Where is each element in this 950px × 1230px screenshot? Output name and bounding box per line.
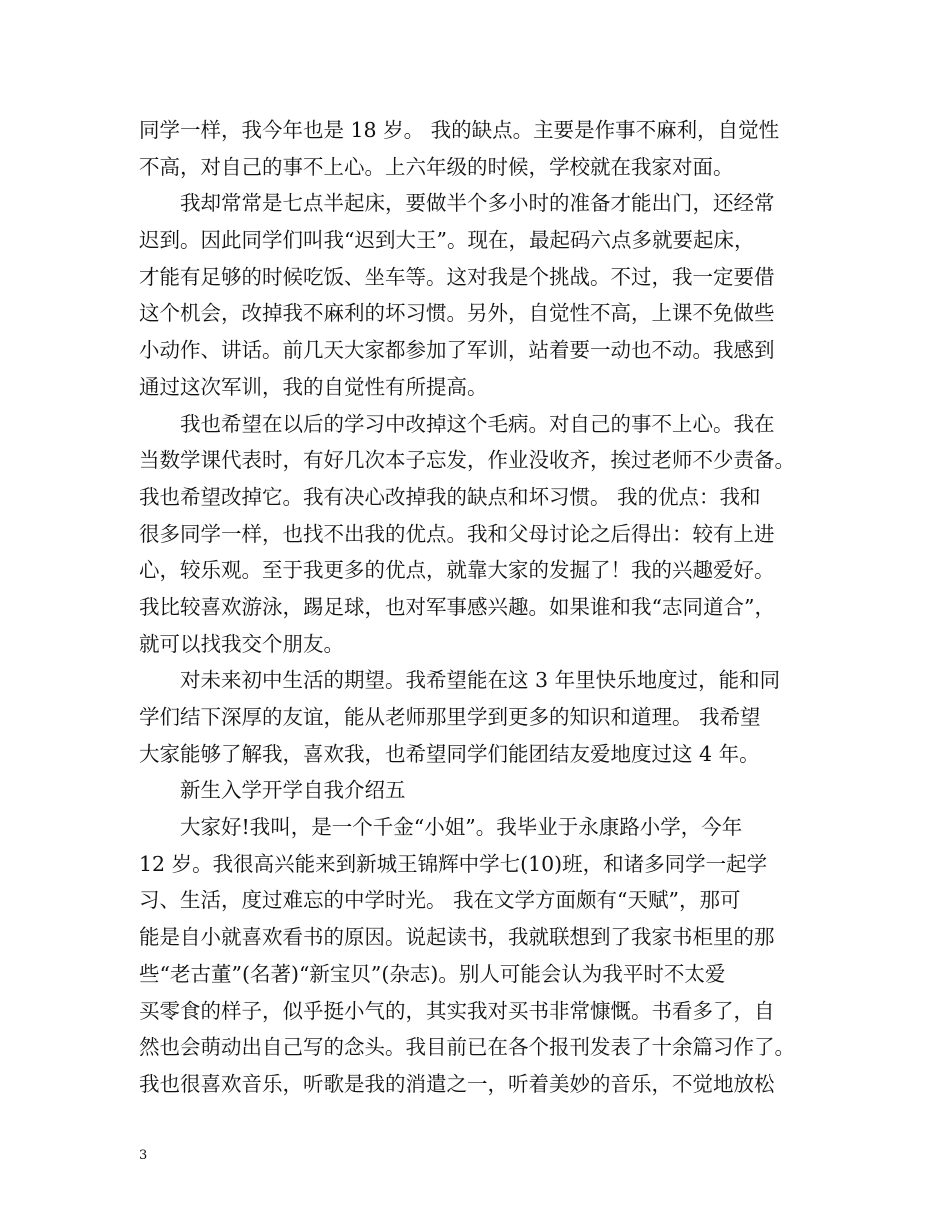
text-line: 我也希望在以后的学习中改掉这个毛病。对自己的事不上心。我在 bbox=[180, 411, 775, 436]
text-line: 就可以找我交个朋友。 bbox=[139, 631, 344, 656]
text-line: 心，较乐观。至于我更多的优点，就靠大家的发掘了！我的兴趣爱好。 bbox=[139, 558, 775, 583]
text-line: 习、生活，度过难忘的中学时光。 我在文学方面颇有“天赋”，那可 bbox=[139, 888, 741, 913]
text-line: 新生入学开学自我介绍五 bbox=[180, 778, 406, 803]
page-number: 3 bbox=[139, 1148, 148, 1163]
text-line: 学们结下深厚的友谊，能从老师那里学到更多的知识和道理。 我希望 bbox=[139, 705, 761, 729]
text-line: 我也很喜欢音乐，听歌是我的消遣之一，听着美妙的音乐，不觉地放松 bbox=[139, 1071, 775, 1096]
text-line: 通过这次军训，我的自觉性有所提高。 bbox=[139, 374, 488, 399]
text-line: 不高，对自己的事不上心。上六年级的时候，学校就在我家对面。 bbox=[139, 154, 734, 179]
body-text bbox=[139, 112, 819, 1103]
text-line: 我却常常是七点半起床，要做半个多小时的准备才能出门，还经常 bbox=[180, 191, 775, 216]
text-line: 小动作、讲话。前几天大家都参加了军训，站着要一动也不动。我感到 bbox=[139, 338, 775, 363]
text-line: 能是自小就喜欢看书的原因。说起读书，我就联想到了我家书柜里的那 bbox=[139, 925, 775, 950]
text-line: 很多同学一样，也找不出我的优点。我和父母讨论之后得出：较有上进 bbox=[139, 521, 775, 546]
text-line: 才能有足够的时候吃饭、坐车等。这对我是个挑战。不过，我一定要借 bbox=[139, 264, 775, 289]
text-line: 12 岁。我很高兴能来到新城王锦辉中学七(10)班，和诸多同学一起学 bbox=[139, 851, 768, 876]
text-line: 当数学课代表时，有好几次本子忘发，作业没收齐，挨过老师不少责备。 bbox=[139, 448, 795, 473]
text-line: 对未来初中生活的期望。我希望能在这 3 年里快乐地度过，能和同 bbox=[180, 668, 781, 693]
text-line: 同学一样，我今年也是 18 岁。 我的缺点。主要是作事不麻利，自觉性 bbox=[139, 118, 780, 142]
text-line: 大家好!我叫，是一个千金“小姐”。我毕业于永康路小学，今年 bbox=[180, 815, 743, 840]
text-line: 大家能够了解我，喜欢我，也希望同学们能团结友爱地度过这 4 年。 bbox=[139, 741, 760, 766]
text-line: 我也希望改掉它。我有决心改掉我的缺点和坏习惯。 我的优点：我和 bbox=[139, 484, 761, 509]
text-line: 然也会萌动出自己写的念头。我目前已在各个报刊发表了十余篇习作了。 bbox=[139, 1035, 795, 1060]
text-line: 买零食的样子，似乎挺小气的，其实我对买书非常慷慨。书看多了，自 bbox=[139, 998, 775, 1023]
text-line: 迟到。因此同学们叫我“迟到大王”。现在，最起码六点多就要起床， bbox=[139, 228, 755, 253]
text-line: 些“老古董”(名著)“新宝贝”(杂志)。别人可能会认为我平时不太爱 bbox=[139, 961, 726, 986]
text-line: 我比较喜欢游泳，踢足球，也对军事感兴趣。如果谁和我“志同道合”， bbox=[139, 594, 775, 619]
text-line: 这个机会，改掉我不麻利的坏习惯。另外，自觉性不高，上课不免做些 bbox=[139, 301, 775, 326]
